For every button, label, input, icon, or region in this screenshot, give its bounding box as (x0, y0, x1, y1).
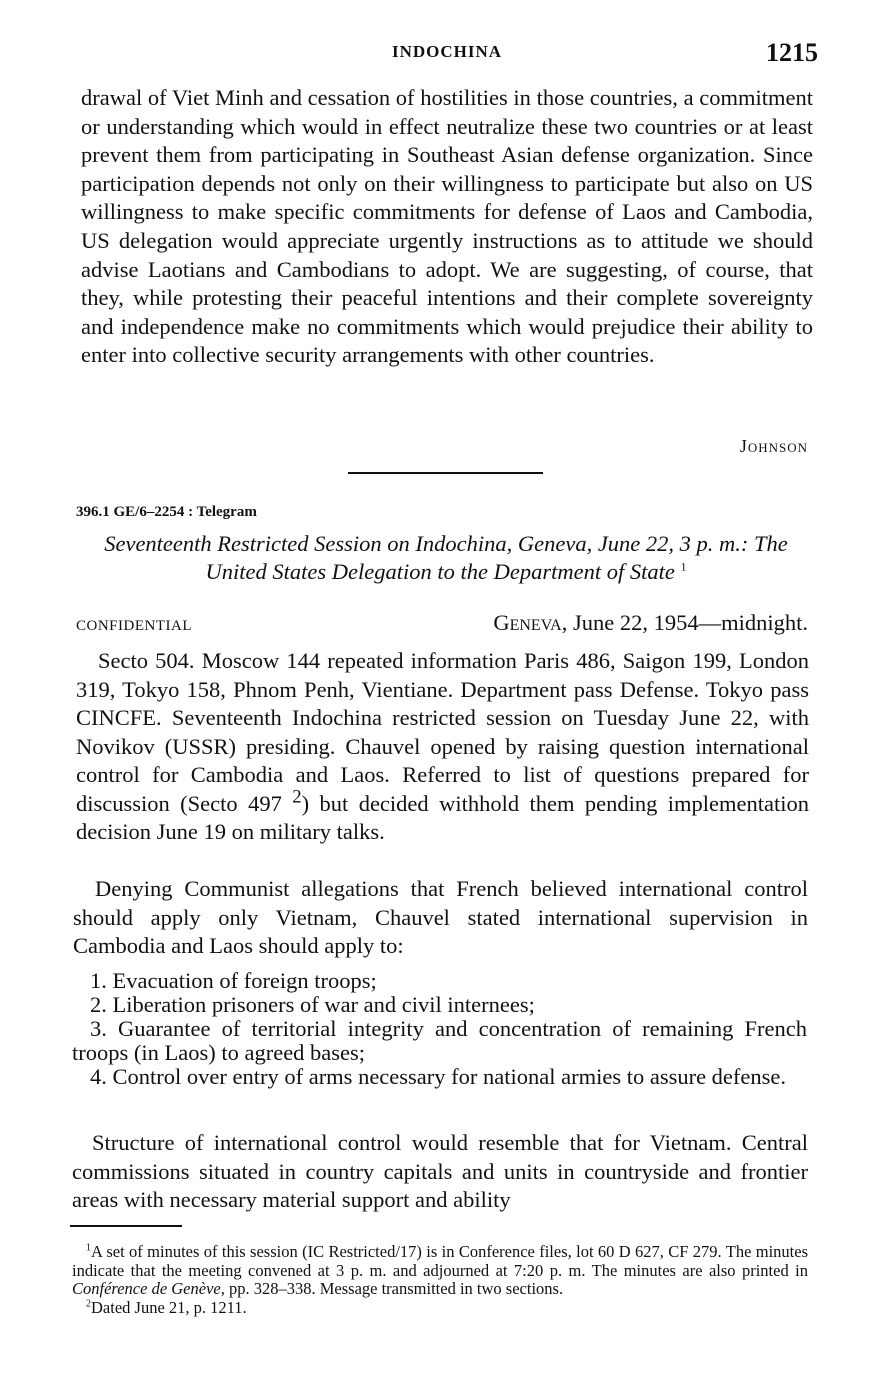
heading-footnote-mark: 1 (680, 559, 687, 574)
list-item: 4. Control over entry of arms necessary for national armies to assure defense. (90, 1064, 787, 1089)
footnote-2 (72, 1299, 808, 1318)
page-number: 1215 (766, 38, 818, 67)
section-divider (348, 472, 543, 474)
file-reference: 396.1 GE/6–2254 : Telegram (76, 504, 257, 520)
document-heading (76, 530, 816, 586)
footnote-1-italic-title: Conférence de Genève (72, 1279, 221, 1298)
footnote-2-mark: 2 (86, 1298, 91, 1309)
list-item: 1. Evacuation of foreign troops; (90, 968, 377, 993)
footnotes (72, 1243, 808, 1317)
list-item: 2. Liberation prisoners of war and civil internees; (90, 992, 535, 1017)
running-head-title: INDOCHINA (392, 42, 503, 61)
dateline-date: , June 22, 1954—midnight. (561, 610, 808, 635)
footnote-1-text-a: A set of minutes of this session (IC Restricted/17) is in Conference files, lot 60 D 627, CF 279. The minutes indicate that the meeting convened at 3 p. m. and adjourned at 7:20 p. m. The minutes are also printed in (72, 1242, 808, 1280)
footnote-1-mark: 1 (86, 1242, 91, 1254)
dateline-city: Geneva (493, 610, 562, 635)
list-item: 3. Guarantee of territorial integrity and concentration of remaining French troops (in Laos) to agreed bases; (72, 1016, 807, 1065)
document-heading-text: Seventeenth Restricted Session on Indochina, Geneva, June 22, 3 p. m.: The United States Delegation to the Department of State (104, 531, 788, 584)
running-head (0, 38, 880, 68)
body-paragraph-1 (76, 647, 809, 847)
footnote-1 (72, 1243, 808, 1299)
body-paragraph-1-part-a: Secto 504. Moscow 144 repeated information Paris 486, Saigon 199, London 319, Tokyo 158, Phnom Penh, Vientiane. Department pass Defense. Tokyo pass CINCFE. Seventeenth Indochina restricted session on Tuesday June 22, with Novikov (USSR) presiding. Chauvel opened by raising question international control for Cambodia and Laos. Referred to list of questions prepared for discussion (Secto 497 (76, 648, 809, 816)
body-paragraph-3: Structure of international control would resemble that for Vietnam. Central commissions situated in country capitals and units in countryside and frontier areas with necessary material support and ability (72, 1130, 808, 1212)
classification: CONFIDENTIAL (76, 618, 192, 634)
body-paragraph-1-part-b: ) but decided withhold them pending implementation decision June 19 on military talks. (76, 790, 810, 844)
numbered-list (72, 969, 807, 1089)
footnote-divider (70, 1225, 182, 1227)
paragraph-footnote-mark: 2 (292, 786, 302, 807)
body-paragraph-2: Denying Communist allegations that French believed international control should apply only Vietnam, Chauvel stated international supervision in Cambodia and Laos should apply to: (73, 876, 808, 958)
dateline (493, 610, 808, 636)
footnote-2-text: Dated June 21, p. 1211. (91, 1297, 247, 1317)
footnote-1-text-b: , pp. 328–338. Message transmitted in two sections. (220, 1279, 564, 1298)
continued-paragraph: drawal of Viet Minh and cessation of hostilities in those countries, a commitment or understanding which would in effect neutralize these two countries or at least prevent them from participating in Southeast Asian defense organization. Since participation depends not only on their willingness to participate but also on US willingness to make specific commitments for defense of Laos and Cambodia, US delegation would appreciate urgently instructions as to attitude we should advise Laotians and Cambodians to adopt. We are suggesting, of course, that they, while protesting their peaceful intentions and their complete sovereignty and independence make no commitments which would prejudice their ability to enter into collective security arrangements with other countries. (81, 85, 813, 368)
signature: Johnson (739, 436, 808, 456)
